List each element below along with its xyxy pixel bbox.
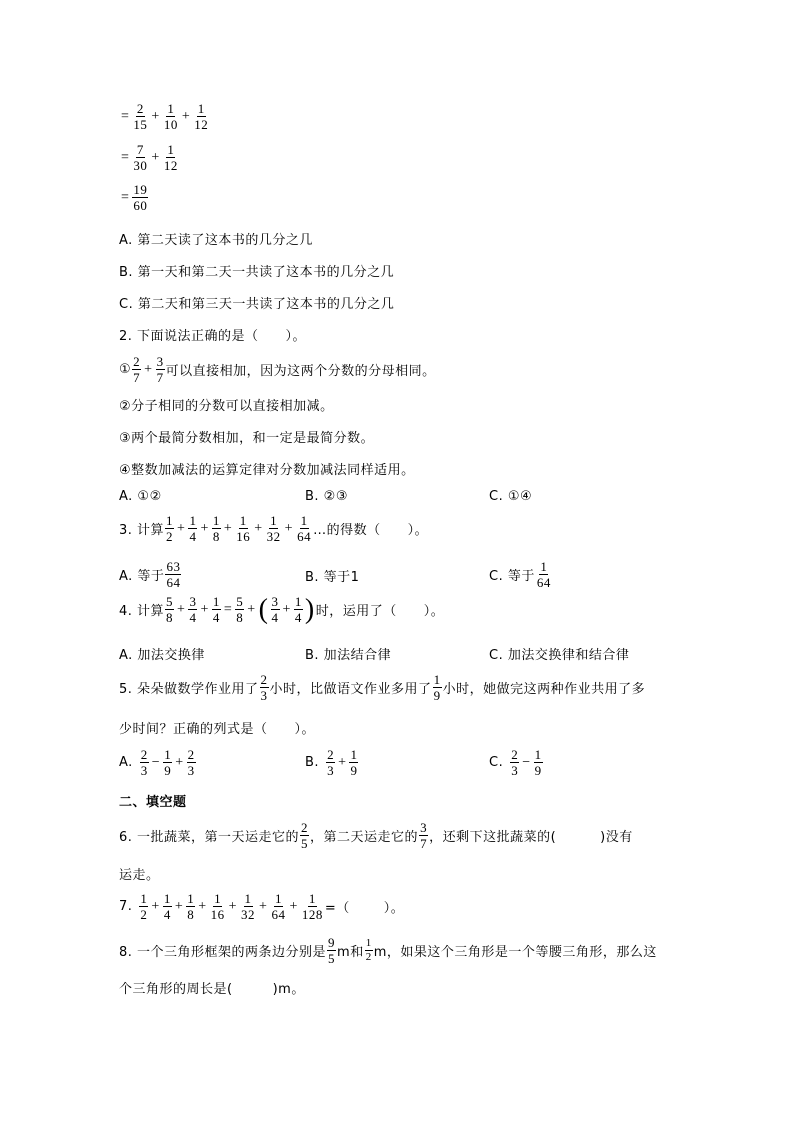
equals-sign: = [121, 189, 130, 205]
q1-option-c: C. 第二天和第三天一共读了这本书的几分之几 [119, 297, 395, 312]
fraction: 1 2 [140, 891, 148, 922]
fraction: 2 3 [140, 747, 148, 778]
fraction: $\frac{1}{4}$ [294, 594, 302, 625]
plus-sign: + [200, 520, 209, 536]
fraction: 63 64 [166, 559, 181, 590]
minus-sign: − [522, 754, 531, 770]
plus-sign: + [144, 361, 153, 377]
q2-option-c: C. ①④ [489, 489, 533, 504]
fraction: $\frac{1}{32}$ [241, 891, 256, 922]
plus-sign: + [284, 520, 294, 536]
fraction: 5 8 [166, 594, 174, 625]
fraction: 2 3 [511, 747, 519, 778]
fraction: $\frac{1}{10}$ [163, 101, 178, 132]
fraction: 3 7 [420, 820, 428, 851]
fraction: 1 2 [365, 937, 372, 963]
plus-sign: + [228, 898, 238, 914]
plus-sign: + [177, 601, 186, 617]
fraction: $\frac{1}{64}$ [297, 513, 312, 544]
calc-line-1 [119, 102, 210, 131]
plus-sign: + [175, 754, 184, 770]
plus-sign: + [177, 520, 186, 536]
plus-sign: + [151, 149, 160, 165]
fraction: $\frac{1}{9}$ [350, 747, 358, 778]
q6-stem-line-2: 运走。 [119, 868, 160, 883]
fraction: $\frac{2}{3}$ [187, 747, 195, 778]
plus-sign: + [181, 108, 191, 124]
fraction: $\frac{1}{4}$ [163, 891, 171, 922]
plus-sign: + [259, 898, 268, 914]
equals-sign: = [121, 108, 130, 124]
left-paren: ( [258, 593, 269, 625]
fraction: 2 3 [260, 672, 268, 703]
q1-option-b: B. 第一天和第二天一共读了这本书的几分之几 [119, 265, 395, 280]
q4-option-a: A. 加法交换律 [119, 648, 205, 663]
q2-option-a: A. ①② [119, 489, 162, 504]
plus-sign: + [151, 108, 160, 124]
q3-option-c: C. 等于 1 64 [489, 559, 551, 590]
fraction: 1 9 [433, 672, 441, 703]
fraction: $\frac{1}{4}$ [212, 594, 220, 625]
q5-stem-line-1: 5. 朵朵做数学作业用了 2 3 小时，比做语文作业多用了 1 9 小时，她做完这两种作业共用了多 [119, 672, 646, 703]
fraction: $\frac{1}{64}$ [271, 891, 286, 922]
plus-sign: + [289, 898, 298, 914]
fraction: $\frac{5}{8}$ [236, 594, 244, 625]
fraction: $\frac{1}{9}$ [534, 747, 542, 778]
q8-stem-line-1: 8. 一个三角形框架的两条边分别是 9 5 m和 1 2 m，如果这个三角形是一个等腰三角形，那么这 [119, 935, 657, 966]
q2-statement-1: ① 2 7 + $\frac{3}{7}$ 可以直接相加，因为这两个分数的分母相同。 [119, 354, 436, 385]
fraction: 1 2 [166, 513, 174, 544]
plus-sign: + [254, 520, 263, 536]
q1-option-a: A. 第二天读了这本书的几分之几 [119, 233, 313, 248]
fraction: 1 64 [536, 559, 551, 590]
fraction: $\frac{1}{128}$ [301, 891, 323, 922]
q3-option-a: A. 等于 63 64 [119, 559, 181, 590]
equals-sign: = [223, 601, 233, 617]
fraction: $\frac{3}{7}$ [156, 354, 164, 385]
q2-option-b: B. ②③ [305, 489, 348, 504]
calc-line-2 [119, 143, 180, 172]
fraction: $\frac{1}{9}$ [164, 747, 172, 778]
fraction: $\frac{7}{30}$ [133, 142, 148, 173]
q2-statement-3: ③两个最简分数相加，和一定是最简分数。 [119, 431, 375, 446]
q6-stem-line-1: 6. 一批蔬菜，第一天运走它的 2 5 ，第二天运走它的 3 7 ，还剩下这批蔬菜的( )没有 [119, 820, 633, 851]
plus-sign: + [174, 898, 184, 914]
plus-sign: + [198, 898, 207, 914]
fraction: $\frac{1}{16}$ [236, 513, 251, 544]
q5-option-b: B. 2 3 + $\frac{1}{9}$ [305, 747, 358, 778]
q3-stem: 3. 计算 1 2 + $\frac{1}{4}$ + $\frac{1}{8}$ + $\frac{1}{16}$ + $\frac{1}{32}$ + $\frac{1}{64}$ …的得数（ ）。 [119, 513, 429, 544]
fraction: $\frac{1}{12}$ [194, 101, 209, 132]
q8-stem-line-2: 个三角形的周长是( )m。 [119, 982, 305, 997]
fraction: $\frac{1}{12}$ [163, 142, 178, 173]
fraction: $\frac{1}{16}$ [210, 891, 225, 922]
q4-stem: 4. 计算 5 8 + $\frac{3}{4}$ + $\frac{1}{4}$ = $\frac{5}{8}$ + ( 3 4 + $\frac{1}{4}$ ) 时，运用了（ ）。 [119, 593, 445, 625]
plus-sign: + [247, 601, 256, 617]
q4-option-c: C. 加法交换律和结合律 [489, 648, 630, 663]
q5-stem-line-2: 少时间？正确的列式是（ ）。 [119, 722, 316, 737]
right-paren: ) [304, 593, 315, 625]
q7-stem: 7. 1 2 + $\frac{1}{4}$ + $\frac{1}{8}$ + $\frac{1}{16}$ + $\frac{1}{32}$ + $\frac{1}{64}$ + $\frac{1}{128}$ =（ ）。 [119, 891, 405, 922]
fraction: $\frac{1}{4}$ [189, 513, 197, 544]
plus-sign: + [282, 601, 291, 617]
fraction: $\frac{1}{8}$ [212, 513, 220, 544]
fraction: $\frac{19}{60}$ [133, 182, 148, 213]
fraction: 3 4 [271, 594, 279, 625]
fraction: $\frac{2}{15}$ [133, 101, 148, 132]
calc-line-3 [119, 183, 149, 212]
q3-option-b: B. 等于1 [305, 570, 360, 585]
q4-option-b: B. 加法结合律 [305, 648, 392, 663]
equals-sign: = [121, 149, 130, 165]
q5-option-c: C. 2 3 − $\frac{1}{9}$ [489, 747, 542, 778]
fraction: $\frac{1}{8}$ [187, 891, 195, 922]
q2-statement-2: ②分子相同的分数可以直接相加减。 [119, 399, 334, 414]
section-heading-fill-in: 二、填空题 [119, 795, 187, 810]
fraction: $\frac{1}{32}$ [266, 513, 281, 544]
fraction: $\frac{3}{4}$ [189, 594, 197, 625]
fraction: 2 3 [327, 747, 335, 778]
fraction: 2 7 [133, 354, 141, 385]
q5-option-a: A. 2 3 − $\frac{1}{9}$ + $\frac{2}{3}$ [119, 747, 195, 778]
fraction: 2 5 [301, 820, 309, 851]
plus-sign: + [338, 754, 347, 770]
minus-sign: − [151, 754, 161, 770]
fraction: 9 5 [328, 935, 336, 966]
plus-sign: + [223, 520, 233, 536]
plus-sign: + [200, 601, 209, 617]
q2-statement-4: ④整数加减法的运算定律对分数加减法同样适用。 [119, 463, 415, 478]
q2-stem: 2. 下面说法正确的是（ ）。 [119, 329, 307, 344]
plus-sign: + [151, 898, 160, 914]
